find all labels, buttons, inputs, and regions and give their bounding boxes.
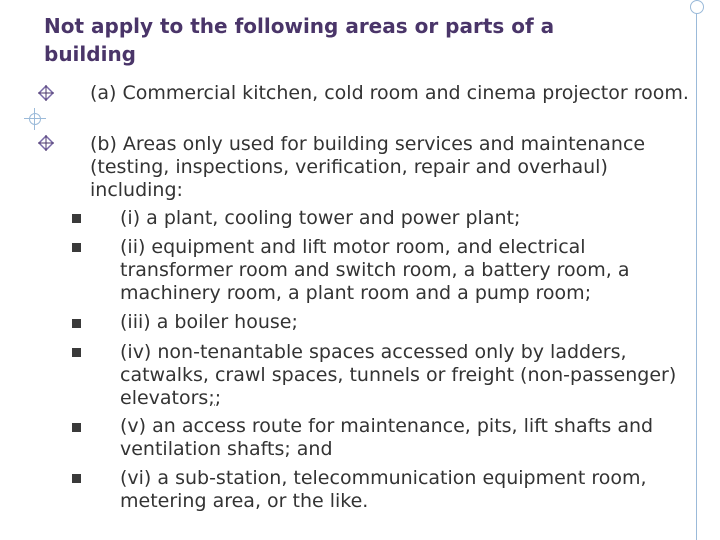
sub-item-iii: (iii) a boiler house; [120, 311, 298, 333]
sub-item-iv-extra: ; [214, 387, 222, 409]
square-bullet-icon [72, 319, 81, 328]
sub-item-iv-text: (iv) non-tenantable spaces accessed only by ladders, catwalks, crawl spaces, tunnels or freight (non-passenger) elevators; [120, 341, 677, 409]
sub-item-ii: (ii) equipment and lift motor room, and electrical transformer room and switch room, a battery room, a machinery room, a plant room and a pump room; [120, 236, 630, 304]
sub-item-v: (v) an access route for maintenance, pits, lift shafts and ventilation shafts; and [120, 415, 654, 460]
square-bullet-icon [72, 243, 81, 252]
slide-title: Not apply to the following areas or parts of a building [44, 14, 555, 66]
square-bullet-icon [72, 474, 81, 483]
decorative-circle [690, 0, 704, 14]
square-bullet-icon [72, 214, 81, 223]
diamond-bullet-icon [38, 135, 54, 151]
list-item-b: (b) Areas only used for building services and maintenance (testing, inspections, verification, repair and overhaul) including: [90, 133, 646, 201]
square-bullet-icon [72, 423, 81, 432]
sub-item-i: (i) a plant, cooling tower and power plant; [120, 207, 521, 229]
list-item-a: (a) Commercial kitchen, cold room and cinema projector room. [90, 82, 689, 104]
sub-item-iv [120, 341, 700, 410]
decorative-crosshair [24, 108, 46, 130]
diamond-bullet-icon [38, 85, 54, 101]
sub-item-vi: (vi) a sub-station, telecommunication equipment room, metering area, or the like. [120, 467, 647, 512]
square-bullet-icon [72, 348, 81, 357]
